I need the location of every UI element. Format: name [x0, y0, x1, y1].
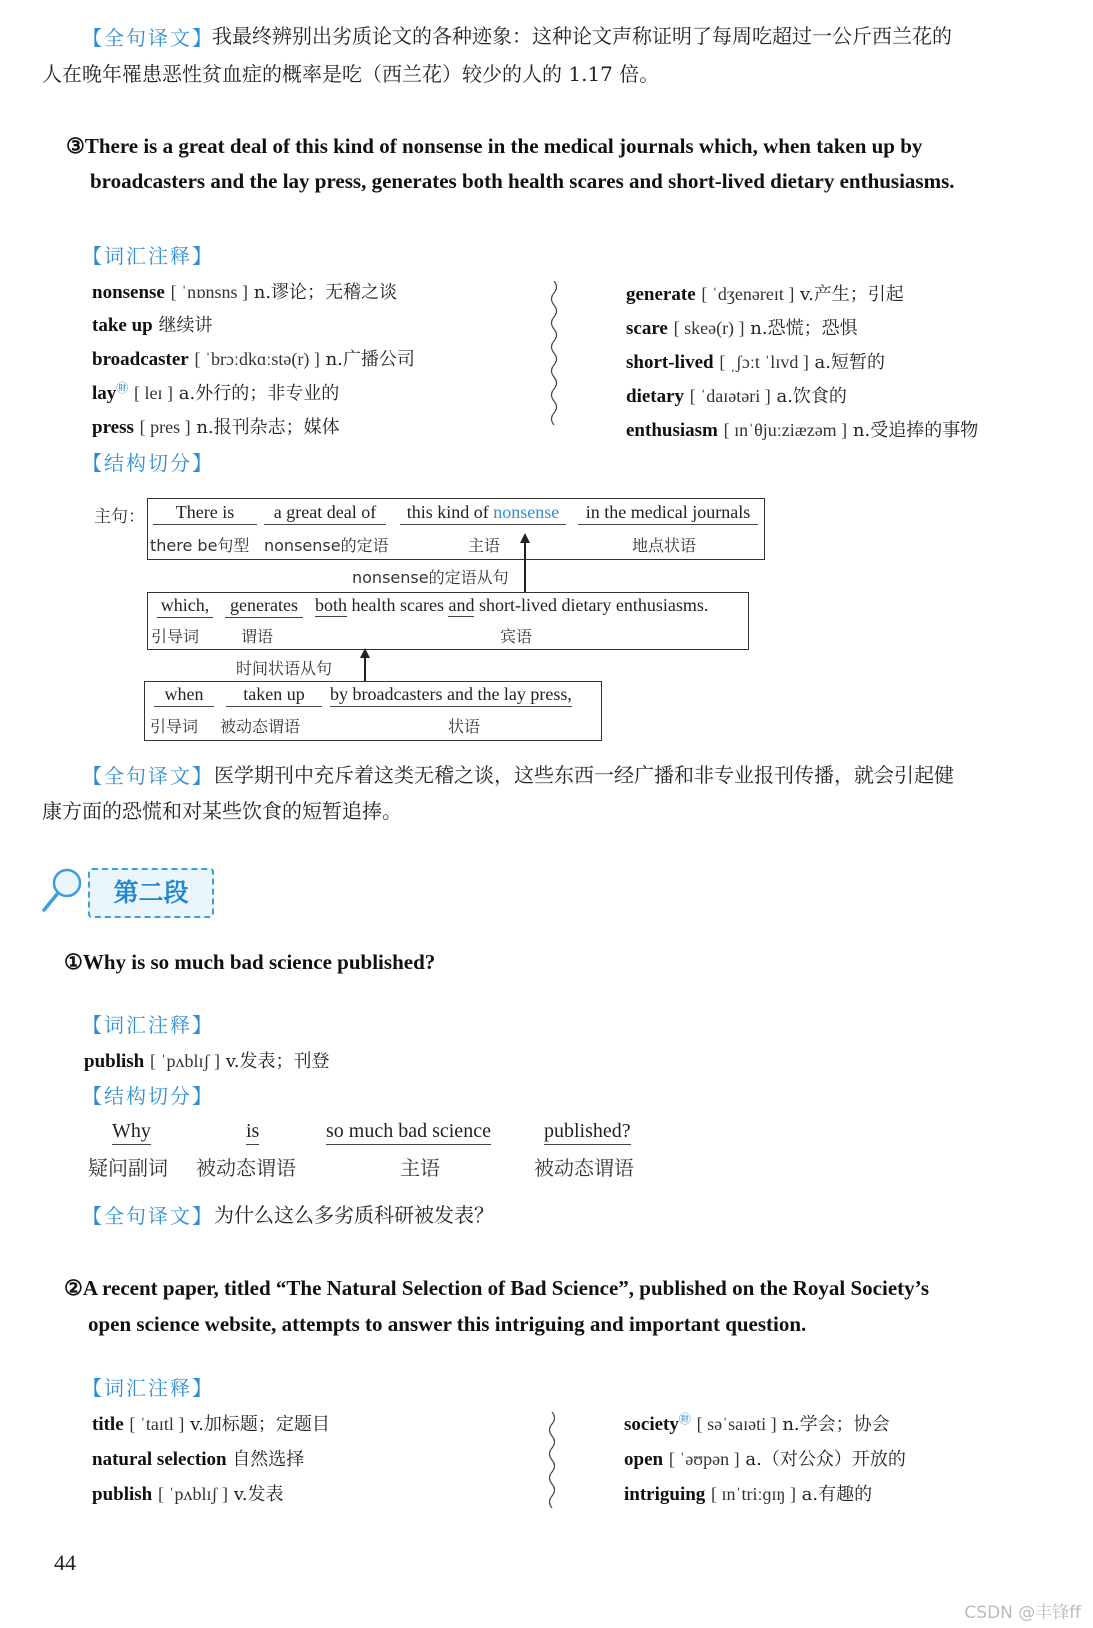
- word-object: both health scares and short-lived dietary enthusiasms.: [315, 595, 709, 615]
- wavy-divider: [546, 1412, 558, 1508]
- word-great-deal: a great deal of: [264, 502, 386, 525]
- vocab-entry: publish [ ˈpʌblɪʃ ] v.发表；刊登: [84, 1051, 330, 1072]
- full-translation-tag: 【全句译文】: [82, 764, 214, 788]
- translation-line: 医学期刊中充斥着这类无稽之谈，这些东西一经广播和非专业报刊传播，就会引起健: [214, 763, 954, 787]
- question-2-line2: open science website, attempts to answer this intriguing and important question.: [88, 1312, 807, 1336]
- word-published: published?: [544, 1120, 631, 1145]
- question-2-line1: ②A recent paper, titled “The Natural Selection of Bad Science”, published on the Royal Society’s: [64, 1276, 930, 1300]
- word-subject: this kind of nonsense: [400, 502, 566, 525]
- vocab-entry: open [ ˈəʊpən ] a.（对公众）开放的: [624, 1449, 906, 1470]
- vocab-entry: short-lived [ ˌʃɔːt ˈlɪvd ] a.短暂的: [626, 352, 885, 373]
- role-label: 宾语: [500, 627, 533, 646]
- word-why: Why: [112, 1120, 151, 1145]
- wavy-divider: [548, 281, 560, 427]
- role-label: 被动态谓语: [534, 1156, 634, 1180]
- question-1-sentence: ①Why is so much bad science published?: [64, 950, 436, 974]
- role-label: 被动态谓语: [196, 1156, 296, 1180]
- vocab-entry: enthusiasm [ ɪnˈθjuːziæzəm ] n.受追捧的事物: [626, 420, 979, 441]
- sentence-3-line2: broadcasters and the lay press, generates both health scares and short-lived dietary enthusiasms.: [90, 169, 955, 193]
- translation-line: 康方面的恐慌和对某些饮食的短暂追捧。: [42, 799, 402, 823]
- role-label: 状语: [448, 717, 481, 736]
- role-label: 引导词: [151, 627, 200, 646]
- word-which: which,: [157, 595, 213, 618]
- vocab-entry: natural selection 自然选择: [92, 1449, 305, 1470]
- word-taken-up: taken up: [226, 684, 322, 707]
- watermark: CSDN @丰锋ff: [964, 1603, 1081, 1623]
- role-label: 地点状语: [632, 536, 697, 555]
- vocab-entry: broadcaster [ ˈbrɔːdkɑːstə(r) ] n.广播公司: [92, 349, 415, 370]
- main-clause-label: 主句：: [94, 507, 145, 527]
- translation-line: 我最终辨别出劣质论文的各种迹象：这种论文声称证明了每周吃超过一公斤西兰花的: [212, 24, 952, 48]
- word-place: in the medical journals: [578, 502, 758, 525]
- word-is: is: [246, 1120, 259, 1145]
- vocab-entry: intriguing [ ɪnˈtriːɡɪŋ ] a.有趣的: [624, 1484, 873, 1505]
- sentence-3-line1: ③There is a great deal of this kind of nonsense in the medical journals which, when taken up by: [66, 134, 923, 158]
- role-label: there be句型: [150, 536, 250, 555]
- word-there-is: There is: [153, 502, 257, 525]
- vocab-entry: publish [ ˈpʌblɪʃ ] v.发表: [92, 1484, 284, 1505]
- vocab-tag: 【词汇注释】: [82, 244, 214, 268]
- role-label: 引导词: [150, 717, 199, 736]
- magnifier-icon: [40, 866, 84, 914]
- vocab-entry: press [ pres ] n.报刊杂志；媒体: [92, 417, 340, 438]
- full-translation-tag: 【全句译文】: [82, 26, 214, 50]
- word-generates: generates: [225, 595, 303, 618]
- role-label: nonsense的定语: [264, 536, 389, 555]
- role-label: 主语: [468, 536, 501, 555]
- relative-clause-label: nonsense的定语从句: [352, 568, 509, 587]
- vocab-entry: nonsense [ ˈnɒnsns ] n.谬论；无稽之谈: [92, 282, 398, 303]
- translation-line: 为什么这么多劣质科研被发表？: [214, 1203, 494, 1227]
- structure-tag: 【结构切分】: [82, 451, 214, 475]
- vocab-entry: title [ ˈtaɪtl ] v.加标题；定题目: [92, 1414, 330, 1435]
- vocab-tag: 【词汇注释】: [82, 1013, 214, 1037]
- structure-tag: 【结构切分】: [82, 1084, 214, 1108]
- vocab-entry: generate [ ˈdʒenəreɪt ] v.产生；引起: [626, 284, 904, 305]
- connector-line: [524, 541, 526, 592]
- page-number: 44: [54, 1550, 76, 1575]
- translation-line: 人在晚年罹患恶性贫血症的概率是吃（西兰花）较少的人的 1.17 倍。: [42, 62, 660, 86]
- vocab-entry: scare [ skeə(r) ] n.恐慌；恐惧: [626, 318, 858, 339]
- role-label: 疑问副词: [88, 1156, 168, 1180]
- word-when: when: [154, 684, 214, 707]
- vocab-tag: 【词汇注释】: [82, 1376, 214, 1400]
- word-subject: so much bad science: [326, 1120, 491, 1145]
- full-translation-tag: 【全句译文】: [82, 1204, 214, 1228]
- vocab-entry: dietary [ ˈdaɪətəri ] a.饮食的: [626, 386, 847, 407]
- adverbial-clause-label: 时间状语从句: [236, 659, 333, 678]
- vocab-entry: society㊖ [ səˈsaɪəti ] n.学会；协会: [624, 1412, 890, 1435]
- vocab-entry: take up 继续讲: [92, 315, 213, 336]
- role-label: 主语: [400, 1156, 440, 1180]
- word-by-broadcasters: by broadcasters and the lay press,: [330, 684, 572, 707]
- vocab-entry: lay㊖ [ leɪ ] a.外行的；非专业的: [92, 381, 340, 404]
- connector-line: [364, 656, 366, 681]
- role-label: 谓语: [241, 627, 274, 646]
- role-label: 被动态谓语: [220, 717, 301, 736]
- section-title: 第二段: [88, 868, 214, 918]
